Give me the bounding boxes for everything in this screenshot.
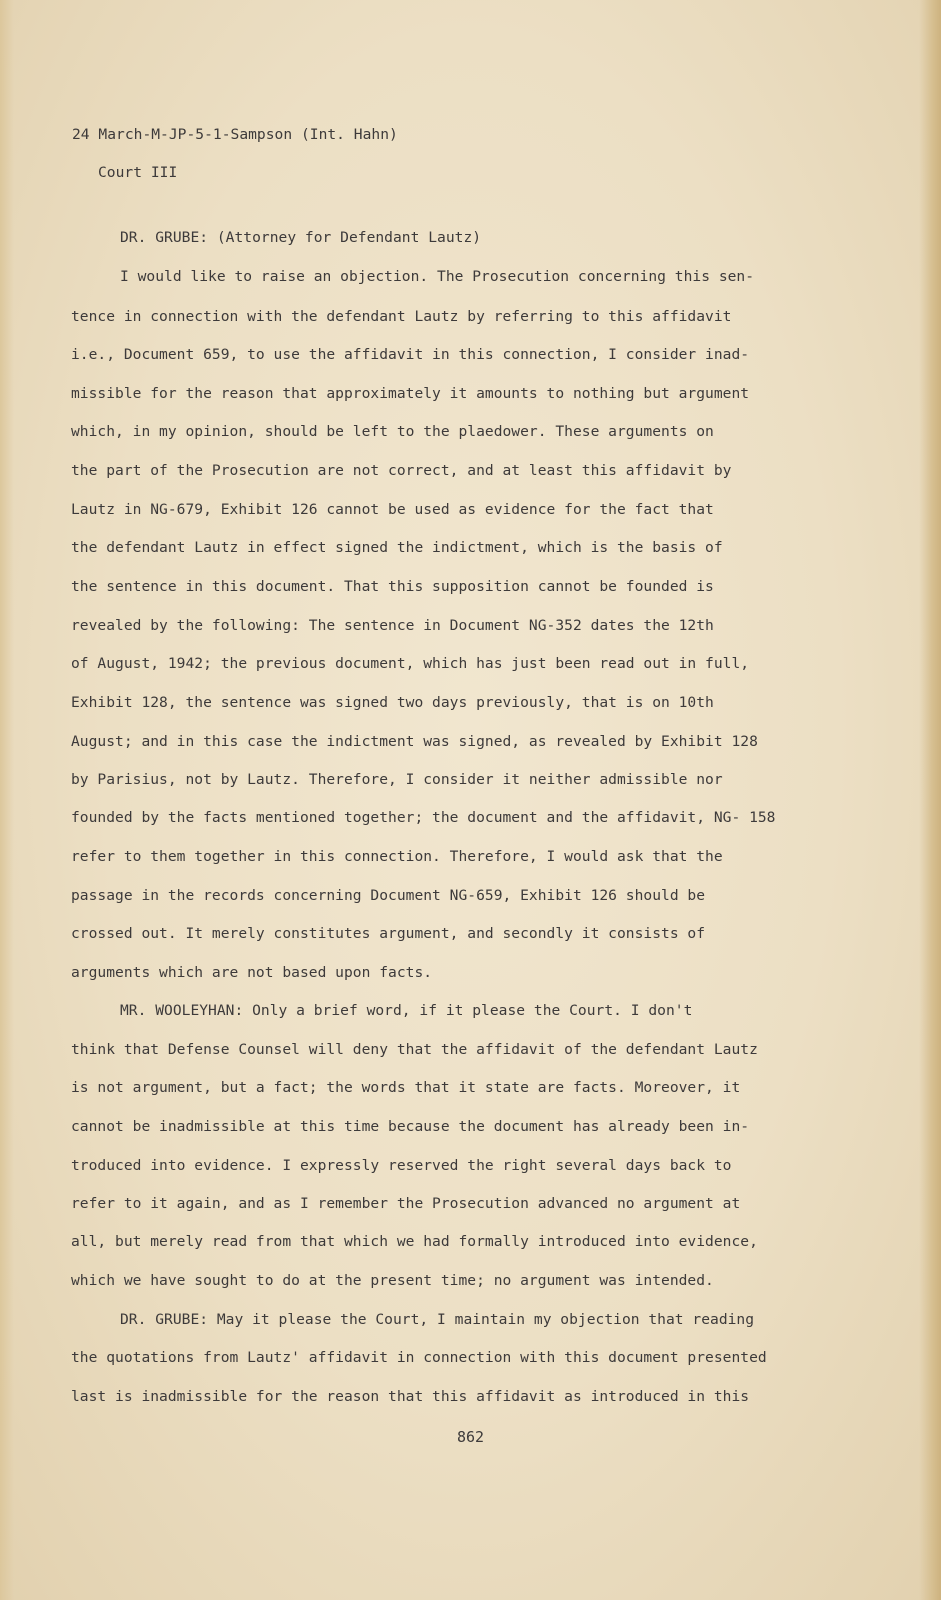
text-line: by Parisius, not by Lautz. Therefore, I consider it neither admissible nor bbox=[71, 771, 723, 788]
text-line: revealed by the following: The sentence in Document NG-352 dates the 12th bbox=[71, 617, 714, 634]
text-line: cannot be inadmissible at this time because the document has already been in- bbox=[71, 1118, 750, 1135]
text-line: refer to them together in this connection. Therefore, I would ask that the bbox=[71, 848, 723, 865]
text-line: missible for the reason that approximately it amounts to nothing but argument bbox=[71, 385, 750, 402]
text-line: DR. GRUBE: May it please the Court, I maintain my objection that reading bbox=[120, 1311, 755, 1328]
text-line: which, in my opinion, should be left to the plaedower. These arguments on bbox=[71, 423, 714, 440]
page-edge-shadow-right bbox=[919, 0, 941, 1600]
text-line: all, but merely read from that which we had formally introduced into evidence, bbox=[71, 1233, 758, 1250]
text-line: which we have sought to do at the present time; no argument was intended. bbox=[71, 1272, 714, 1289]
court-label: Court III bbox=[98, 164, 178, 181]
text-line: think that Defense Counsel will deny that the affidavit of the defendant Lautz bbox=[71, 1041, 758, 1058]
text-line: crossed out. It merely constitutes argument, and secondly it consists of bbox=[71, 925, 706, 942]
text-line: is not argument, but a fact; the words that it state are facts. Moreover, it bbox=[71, 1079, 741, 1096]
text-line: i.e., Document 659, to use the affidavit in this connection, I consider inad- bbox=[71, 346, 750, 363]
text-line: refer to it again, and as I remember the Prosecution advanced no argument at bbox=[71, 1195, 741, 1212]
text-line: arguments which are not based upon facts. bbox=[71, 964, 433, 981]
text-line: Lautz in NG-679, Exhibit 126 cannot be used as evidence for the fact that bbox=[71, 501, 714, 518]
text-line: the sentence in this document. That this supposition cannot be founded is bbox=[71, 578, 714, 595]
text-line: I would like to raise an objection. The Prosecution concerning this sen- bbox=[120, 268, 755, 285]
header-reference: 24 March-M-JP-5-1-Sampson (Int. Hahn) bbox=[72, 126, 398, 143]
text-line: tence in connection with the defendant Lautz by referring to this affidavit bbox=[71, 308, 732, 325]
text-line: passage in the records concerning Document NG-659, Exhibit 126 should be bbox=[71, 887, 706, 904]
text-line: Exhibit 128, the sentence was signed two days previously, that is on 10th bbox=[71, 694, 714, 711]
text-line: founded by the facts mentioned together; the document and the affidavit, NG- 158 bbox=[71, 809, 776, 826]
page-edge-shadow-left bbox=[0, 0, 14, 1600]
page-number: 862 bbox=[456, 1428, 485, 1446]
text-line: the quotations from Lautz' affidavit in connection with this document presented bbox=[71, 1349, 767, 1366]
text-line: DR. GRUBE: (Attorney for Defendant Lautz) bbox=[120, 229, 482, 246]
text-line: the defendant Lautz in effect signed the indictment, which is the basis of bbox=[71, 539, 723, 556]
text-line: troduced into evidence. I expressly reserved the right several days back to bbox=[71, 1157, 732, 1174]
text-line: last is inadmissible for the reason that this affidavit as introduced in this bbox=[71, 1388, 750, 1405]
text-line: of August, 1942; the previous document, which has just been read out in full, bbox=[71, 655, 750, 672]
text-line: MR. WOOLEYHAN: Only a brief word, if it please the Court. I don't bbox=[120, 1002, 693, 1019]
text-line: August; and in this case the indictment was signed, as revealed by Exhibit 128 bbox=[71, 733, 758, 750]
text-line: the part of the Prosecution are not correct, and at least this affidavit by bbox=[71, 462, 732, 479]
